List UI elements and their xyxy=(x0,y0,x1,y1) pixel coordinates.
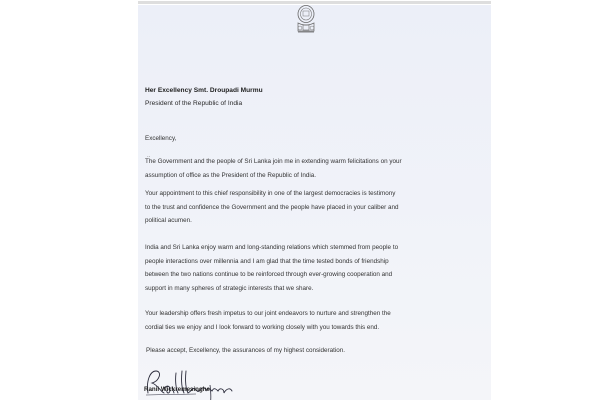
closing-line: Please accept, Excellency, the assurances of my highest consideration. xyxy=(146,347,346,354)
paragraph-line: political acumen. xyxy=(145,217,192,225)
recipient-title: President of the Republic of India xyxy=(145,100,243,107)
paragraph-1 xyxy=(145,155,485,182)
letter-page xyxy=(138,5,491,400)
scan-top-edge xyxy=(138,1,491,4)
paragraph-line: people interactions over millennia and I am glad that the time tested bonds of friendship xyxy=(145,257,389,265)
paragraph-line: between the two nations continue to be reinforced through ever-growing cooperation and xyxy=(145,271,393,279)
recipient-block xyxy=(145,84,263,110)
paragraph-line: assumption of office as the President of the Republic of India. xyxy=(145,171,317,179)
paragraph-line: to the trust and confidence the Government and the people have placed in your caliber and xyxy=(145,203,399,211)
salutation: Excellency, xyxy=(145,135,177,142)
signer-name: Ranil Wickremesinghe xyxy=(144,386,210,393)
sri-lanka-emblem-icon xyxy=(295,5,317,35)
paragraph-4 xyxy=(145,307,485,334)
handwritten-signature xyxy=(140,363,260,400)
paragraph-line: support in many spheres of strategic interests that we share. xyxy=(145,284,314,292)
paragraph-2 xyxy=(145,187,485,228)
recipient-name: Her Excellency Smt. Droupadi Murmu xyxy=(145,87,263,94)
margin-marks: .. xyxy=(147,153,151,159)
paragraph-line: Your leadership offers fresh impetus to our joint endeavors to nurture and strengthen the xyxy=(145,310,391,317)
paragraph-line: cordial ties we enjoy and I look forward to working closely with you towards this end. xyxy=(145,323,380,331)
paragraph-line: India and Sri Lanka enjoy warm and long-standing relations which stemmed from people to xyxy=(145,244,399,251)
paragraph-line: The Government and the people of Sri Lanka join me in extending warm felicitations on your xyxy=(145,158,402,165)
paragraph-3 xyxy=(145,241,485,295)
paragraph-line: Your appointment to this chief responsibility in one of the largest democracies is testimony xyxy=(145,190,396,197)
